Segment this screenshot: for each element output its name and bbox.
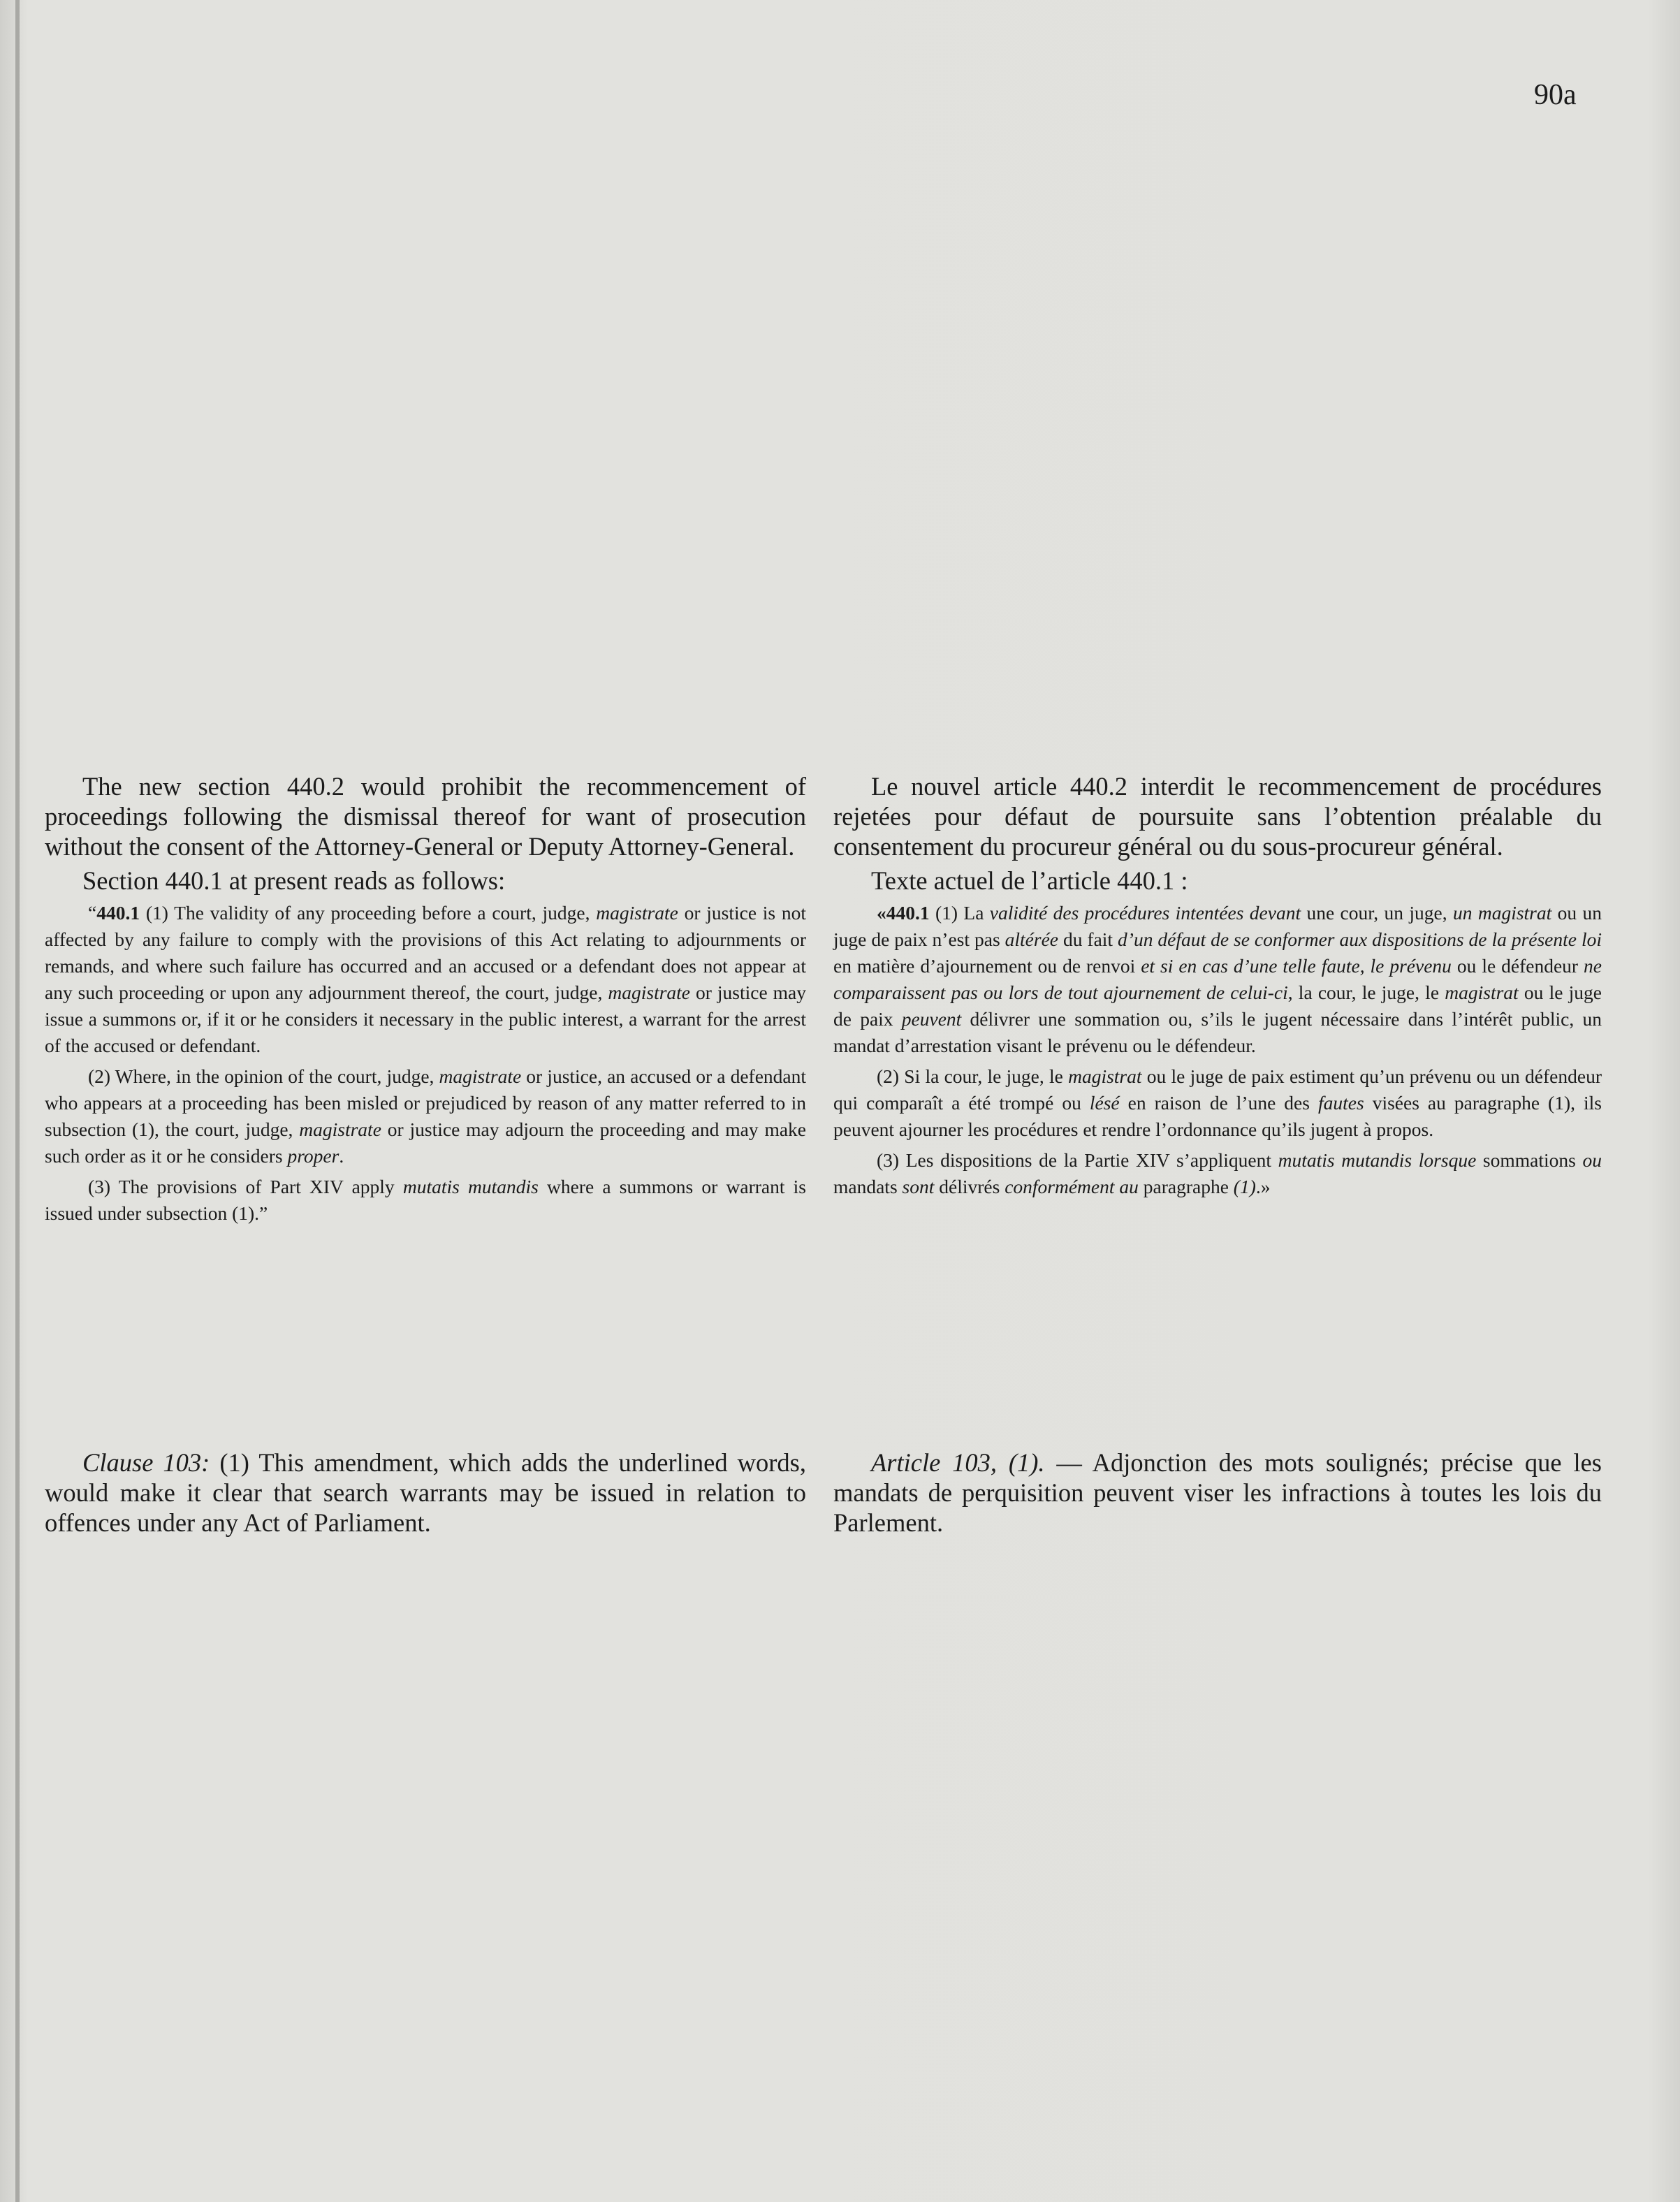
french-quote-subsection-3: (3) Les dispositions de la Partie XIV s’appliquent mutatis mutandis lorsque sommations ou mandats sont délivrés conformément au paragraphe (1).» xyxy=(833,1149,1602,1197)
french-paragraph-1: Le nouvel article 440.2 interdit le recommencement de procédures rejetées pour défaut de poursuite sans l’obtention préalable du consentement du procureur général ou du sous-procureur général. xyxy=(833,772,1602,861)
binding-shadow xyxy=(15,0,20,2202)
french-column xyxy=(833,771,1602,1200)
french-quote-subsection-2: (2) Si la cour, le juge, le magistrat ou le juge de paix estiment qu’un prévenu ou un défendeur qui comparaît a été trompé ou lésé en raison de l’une des fautes visées au paragraphe (1), ils peuvent ajourner les procédures et rendre l’ordonnance qu’ils jugent à propos. xyxy=(833,1065,1602,1140)
english-clause-block xyxy=(45,1448,806,1538)
french-quote-subsection-1: «440.1 (1) La validité des procédures intentées devant une cour, un juge, un magistrat ou un juge de paix n’est pas altérée du fait d’un défaut de se conformer aux dispositions de la présente loi en matière d’ajournement ou de renvoi et si en cas d’une telle faute, le prévenu ou le défendeur ne comparaissent pas ou lors de tout ajournement de celui-ci, la cour, le juge, le magistrat ou le juge de paix peuvent délivrer une sommation ou, s’ils le jugent nécessaire dans l’intérêt public, un mandat d’arrestation visant le prévenu ou le défendeur. xyxy=(833,902,1602,1056)
english-quote-subsection-2: (2) Where, in the opinion of the court, judge, magistrate or justice, an accused or a defendant who appears at a proceeding has been misled or prejudiced by reason of any matter referred to in subsection (1), the court, judge, magistrate or justice may adjourn the proceeding and may make such order as it or he considers proper. xyxy=(45,1065,807,1167)
english-column xyxy=(45,771,806,1227)
french-article-103-note: Article 103, (1). — Adjonction des mots soulignés; précise que les mandats de perquisition peuvent viser les infractions à toutes les lois du Parlement. xyxy=(833,1448,1602,1537)
french-article-block xyxy=(833,1448,1602,1538)
english-paragraph-1: The new section 440.2 would prohibit the recommencement of proceedings following the dismissal thereof for want of prosecution without the consent of the Attorney-General or Deputy Attorney-General. xyxy=(45,772,806,861)
english-clause-103-note: Clause 103: (1) This amendment, which adds the underlined words, would make it clear that search warrants may be issued in relation to offences under any Act of Parliament. xyxy=(45,1448,806,1537)
page-number: 90a xyxy=(1534,79,1577,111)
english-paragraph-2: Section 440.1 at present reads as follows: xyxy=(82,866,506,895)
english-quote-subsection-1: “440.1 (1) The validity of any proceeding before a court, judge, magistrate or justice is not affected by any failure to comply with the provisions of this Act relating to adjournments or remands, and where such failure has occurred and an accused or a defendant does not appear at any such proceeding or upon any adjournment thereof, the court, judge, magistrate or justice may issue a summons or, if it or he considers it necessary in the public interest, a warrant for the arrest of the accused or defendant. xyxy=(45,902,806,1056)
english-quote-subsection-3: (3) The provisions of Part XIV apply mutatis mutandis where a summons or warrant is issued under subsection (1).” xyxy=(45,1176,806,1224)
french-paragraph-2: Texte actuel de l’article 440.1 : xyxy=(871,866,1188,895)
